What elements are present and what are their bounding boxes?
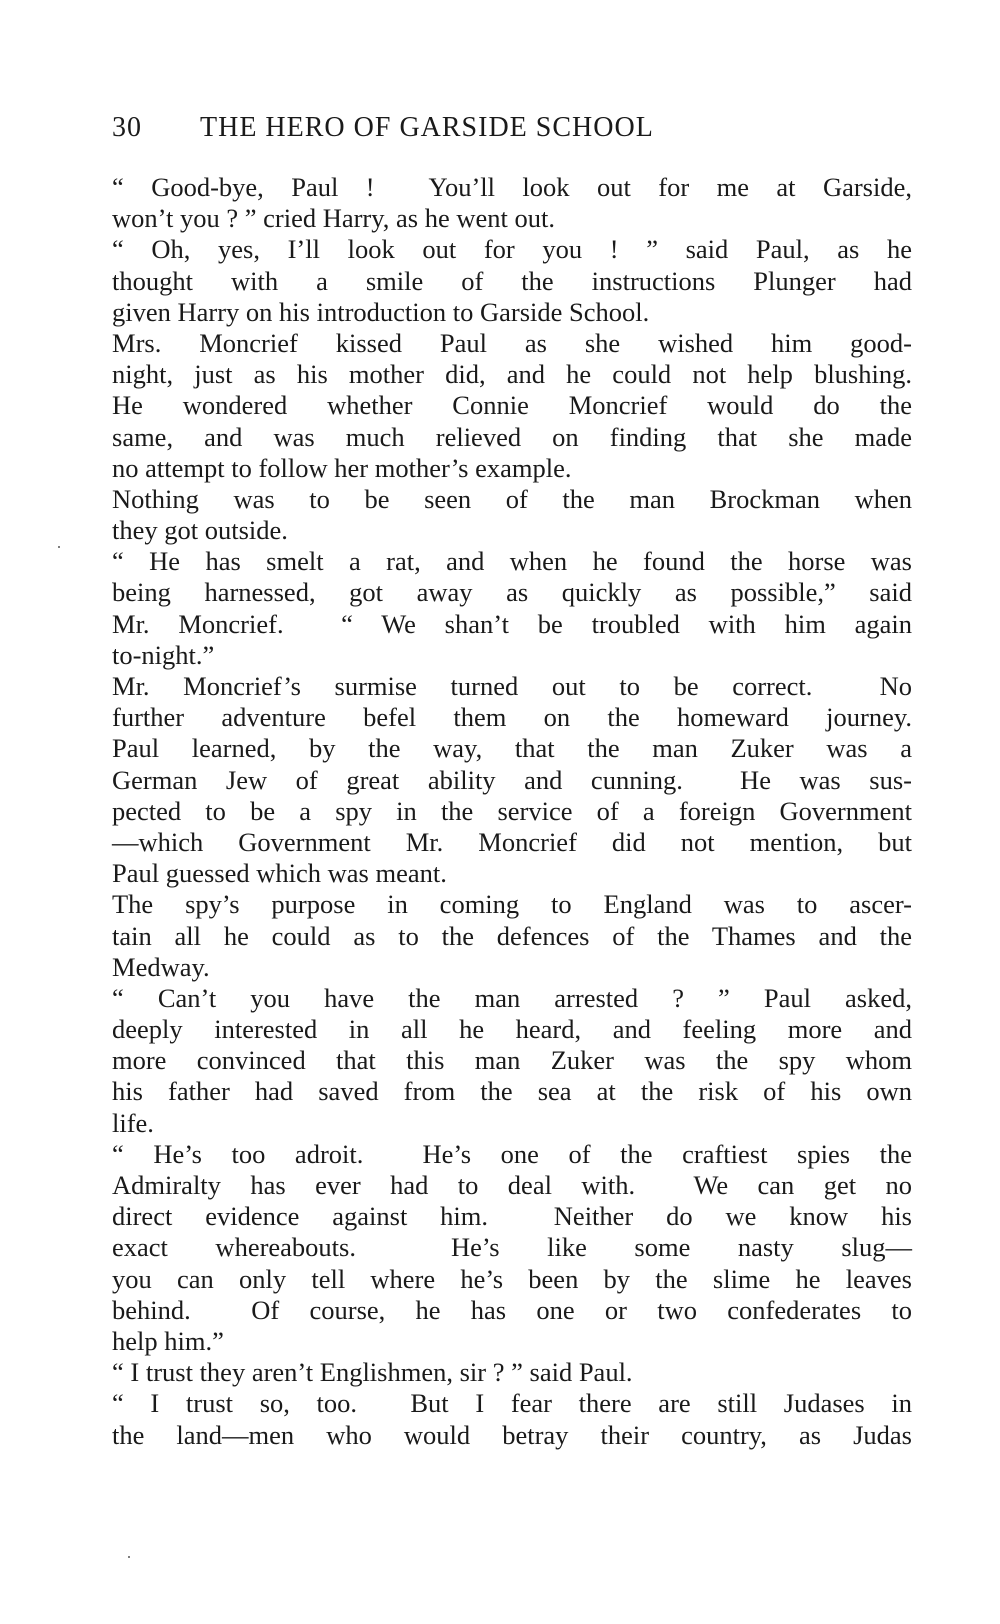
- text-line: “ He has smelt a rat, and when he found the horse was: [112, 546, 912, 577]
- text-line: Admiralty has ever had to deal with. We can get no: [112, 1170, 912, 1200]
- text-line: “ I trust so, too. But I fear there are still Judases in: [112, 1388, 912, 1419]
- paragraph: [112, 546, 912, 671]
- text-line: “ Oh, yes, I’ll look out for you ! ” said Paul, as he: [112, 234, 912, 265]
- paragraph: [112, 1139, 912, 1357]
- paragraph: [112, 172, 912, 234]
- paragraph: [112, 234, 912, 328]
- text-line: given Harry on his introduction to Garside School.: [112, 296, 650, 327]
- text-line: the land—men who would betray their country, as Judas: [112, 1419, 912, 1450]
- print-speck: [58, 546, 60, 548]
- page-number: 30: [112, 112, 142, 143]
- text-line: direct evidence against him. Neither do we know his: [112, 1201, 912, 1232]
- text-line: deeply interested in all he heard, and feeling more and: [112, 1014, 912, 1045]
- text-line: Mrs. Moncrief kissed Paul as she wished him good-: [112, 327, 912, 358]
- text-line: German Jew of great ability and cunning. He was sus-: [112, 764, 912, 795]
- text-line: “ I trust they aren’t Englishmen, sir ? ” said Paul.: [112, 1357, 633, 1388]
- text-line: pected to be a spy in the service of a foreign Government: [112, 795, 912, 826]
- text-line: to-night.”: [112, 639, 215, 670]
- paragraph: [112, 1388, 912, 1450]
- running-head: [112, 112, 912, 152]
- text-line: behind. Of course, he has one or two confederates to: [112, 1294, 912, 1325]
- text-line: further adventure befel them on the homeward journey.: [112, 702, 912, 733]
- text-line: The spy’s purpose in coming to England was to ascer-: [112, 889, 912, 920]
- text-line: same, and was much relieved on finding that she made: [112, 421, 912, 452]
- text-line: more convinced that this man Zuker was the spy whom: [112, 1045, 912, 1076]
- text-line: exact whereabouts. He’s like some nasty slug—: [112, 1232, 912, 1263]
- text-line: Nothing was to be seen of the man Brockman when: [112, 483, 912, 514]
- text-line: Mr. Moncrief. “ We shan’t be troubled with him again: [112, 608, 912, 639]
- text-line: night, just as his mother did, and he could not help blushing.: [112, 359, 912, 390]
- text-line: tain all he could as to the defences of the Thames and the: [112, 920, 912, 951]
- text-line: Paul guessed which was meant.: [112, 858, 447, 889]
- paragraph: [112, 484, 912, 546]
- text-line: no attempt to follow her mother’s example.: [112, 452, 572, 483]
- text-line: you can only tell where he’s been by the slime he leaves: [112, 1263, 912, 1294]
- paragraph: [112, 889, 912, 983]
- text-line: Paul learned, by the way, that the man Zuker was a: [112, 733, 912, 764]
- body-text: [112, 172, 912, 1451]
- text-line: won’t you ? ” cried Harry, as he went out.: [112, 203, 555, 234]
- print-speck: [128, 1556, 130, 1558]
- text-line: “ Can’t you have the man arrested ? ” Paul asked,: [112, 982, 912, 1013]
- text-line: —which Government Mr. Moncrief did not mention, but: [112, 826, 912, 857]
- text-line: thought with a smile of the instructions Plunger had: [112, 265, 912, 296]
- text-line: help him.”: [112, 1325, 224, 1356]
- paragraph: [112, 671, 912, 889]
- text-line: being harnessed, got away as quickly as possible,” said: [112, 577, 912, 608]
- text-line: Mr. Moncrief’s surmise turned out to be correct. No: [112, 671, 912, 701]
- paragraph: [112, 1357, 912, 1388]
- text-line: Medway.: [112, 951, 210, 982]
- text-line: “ Good-bye, Paul ! You’ll look out for me at Garside,: [112, 172, 912, 202]
- book-title: THE HERO OF GARSIDE SCHOOL: [200, 112, 654, 143]
- text-line: life.: [112, 1107, 154, 1138]
- text-line: He wondered whether Connie Moncrief would do the: [112, 390, 912, 421]
- paragraph: [112, 328, 912, 484]
- text-line: they got outside.: [112, 515, 288, 546]
- text-line: “ He’s too adroit. He’s one of the craftiest spies the: [112, 1138, 912, 1169]
- paragraph: [112, 983, 912, 1139]
- text-line: his father had saved from the sea at the risk of his own: [112, 1076, 912, 1107]
